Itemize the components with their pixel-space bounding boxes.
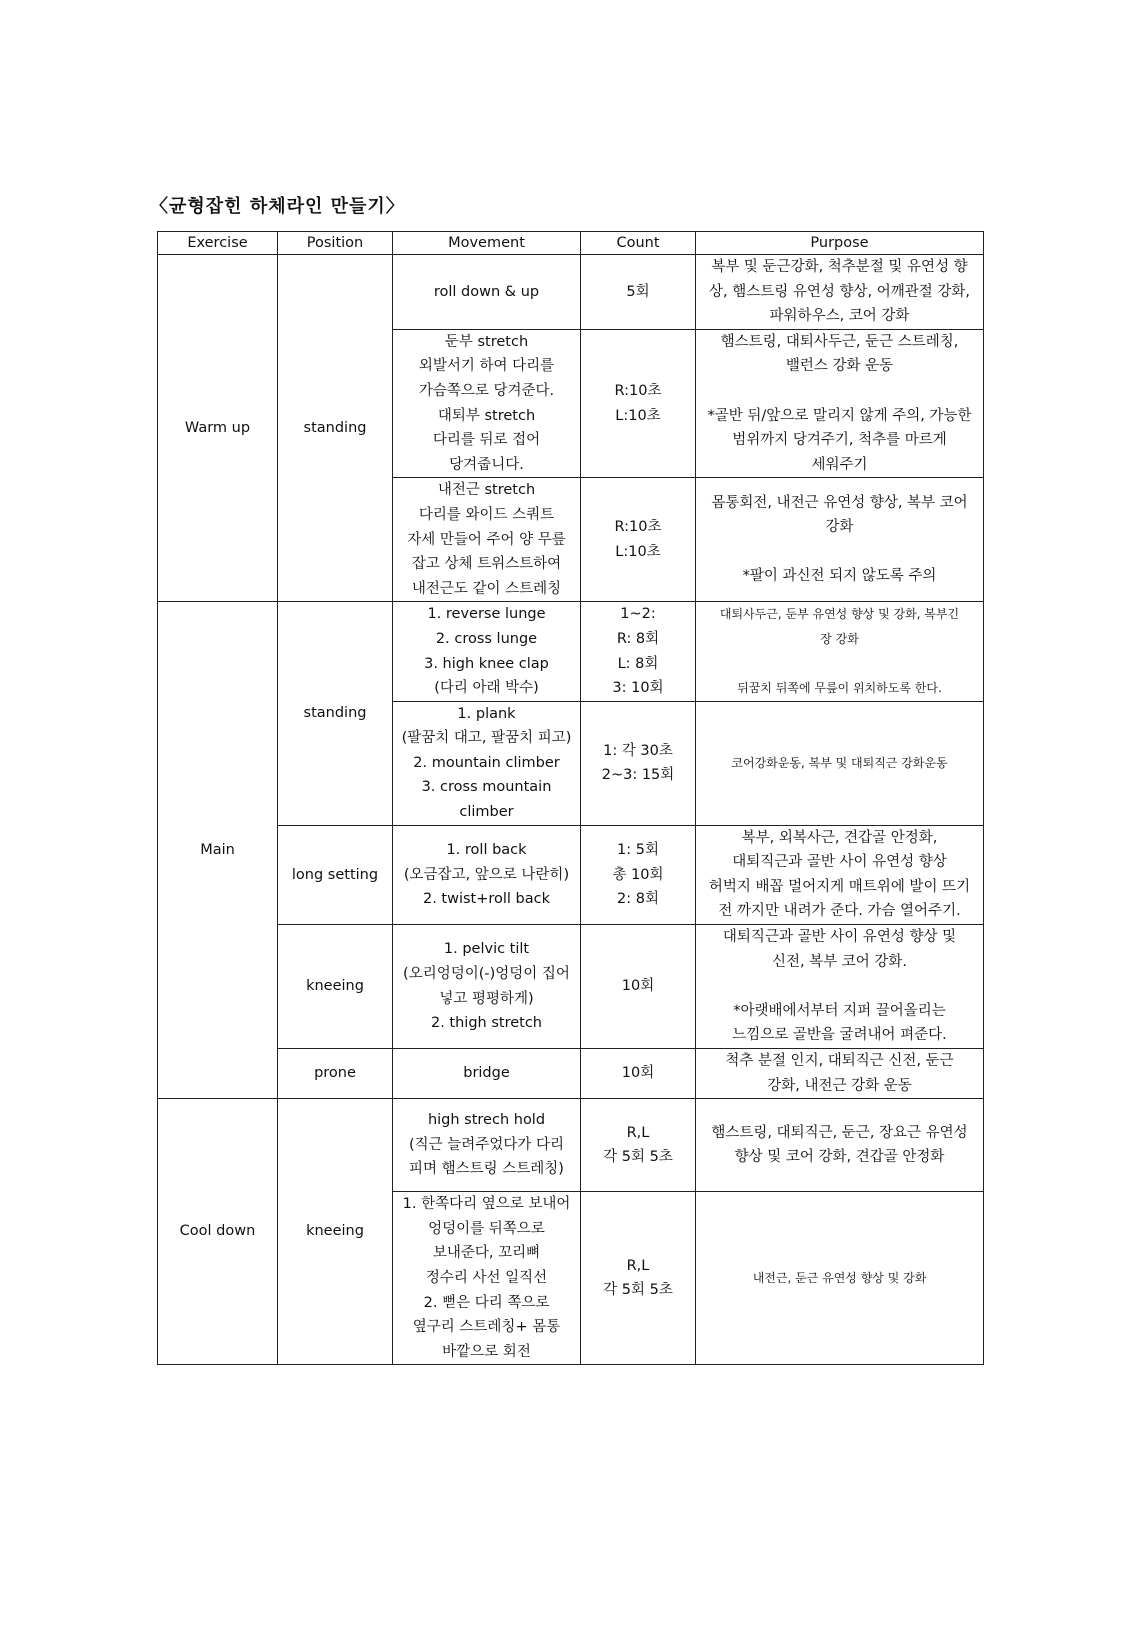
purpose-line: 몸통회전, 내전근 유연성 향상, 복부 코어 xyxy=(711,494,968,511)
purpose-line: 내전근, 둔근 유연성 향상 및 강화 xyxy=(752,1270,927,1285)
count-cell xyxy=(581,1099,696,1192)
movement-line: (오금잡고, 앞으로 나란히) xyxy=(403,866,570,883)
count-line: 2: 8회 xyxy=(617,891,659,908)
count-line: 2~3: 15회 xyxy=(601,767,675,784)
movement-line: high strech hold xyxy=(427,1112,546,1129)
movement-line: 1. reverse lunge xyxy=(427,606,546,623)
purpose-line: 강화, 내전근 강화 운동 xyxy=(767,1077,912,1094)
count-cell xyxy=(581,602,696,701)
count-cell xyxy=(581,701,696,825)
movement-cell xyxy=(393,478,581,602)
purpose-cell xyxy=(696,478,984,602)
movement-line: 1. plank xyxy=(457,705,516,722)
movement-line: 1. pelvic tilt xyxy=(443,941,530,958)
purpose-line: 느낌으로 골반을 굴려내어 펴준다. xyxy=(732,1027,947,1044)
purpose-line: 햄스트링, 대퇴직근, 둔근, 장요근 유연성 xyxy=(711,1124,968,1141)
movement-line: (팔꿈치 대고, 팔꿈치 피고) xyxy=(401,730,572,747)
count-line: 5회 xyxy=(626,283,650,300)
purpose-line: 범위까지 당겨주기, 척추를 마르게 xyxy=(732,432,947,449)
position-cell-cooldown: kneeing xyxy=(278,1099,393,1365)
movement-line: 2. cross lunge xyxy=(435,630,538,647)
movement-line: 외발서기 하여 다리를 xyxy=(418,358,555,375)
exercise-cell-main: Main xyxy=(158,602,278,1099)
purpose-line: 척추 분절 인지, 대퇴직근 신전, 둔근 xyxy=(725,1053,954,1069)
movement-line: roll down & up xyxy=(433,283,540,300)
purpose-line: 복부 및 둔근강화, 척추분절 및 유연성 향 xyxy=(711,259,968,275)
count-line: 1: 5회 xyxy=(617,841,659,858)
movement-cell xyxy=(393,701,581,825)
count-cell xyxy=(581,1049,696,1099)
purpose-line: 강화 xyxy=(825,519,854,536)
purpose-line: 햄스트링, 대퇴사두근, 둔근 스트레칭, xyxy=(720,333,959,350)
movement-line: 2. thigh stretch xyxy=(430,1015,542,1032)
count-line: R: 8회 xyxy=(616,630,660,647)
purpose-line: *골반 뒤/앞으로 말리지 않게 주의, 가능한 xyxy=(707,407,972,424)
movement-line: (직근 늘려주었다가 다리 xyxy=(409,1136,564,1153)
position-cell-kneeing: kneeing xyxy=(278,925,393,1049)
header-count: Count xyxy=(581,232,696,255)
purpose-line: 파워하우스, 코어 강화 xyxy=(769,308,910,325)
table-row xyxy=(158,925,984,1049)
purpose-spacer xyxy=(701,540,978,565)
purpose-spacer xyxy=(701,652,978,677)
purpose-cell xyxy=(696,1099,984,1192)
header-exercise: Exercise xyxy=(158,232,278,255)
count-line: R:10초 xyxy=(614,519,662,536)
purpose-spacer xyxy=(701,379,978,404)
purpose-line: 허벅지 배꼽 멀어지게 매트위에 발이 뜨기 xyxy=(708,878,971,895)
position-cell-long-setting: long setting xyxy=(278,825,393,924)
count-line: L:10초 xyxy=(615,407,661,424)
position-cell-prone: prone xyxy=(278,1049,393,1099)
movement-line: 1. 한쪽다리 옆으로 보내어 xyxy=(402,1196,571,1213)
table-row xyxy=(158,1099,984,1192)
purpose-line: 뒤꿈치 뒤쪽에 무릎이 위치하도록 한다. xyxy=(737,681,942,696)
purpose-spacer xyxy=(701,974,978,999)
movement-line: 가슴쪽으로 당겨준다. xyxy=(418,382,555,399)
movement-line: 대퇴부 stretch xyxy=(437,407,536,424)
movement-line: 보내준다, 꼬리뼈 xyxy=(432,1245,541,1262)
position-cell-warmup: standing xyxy=(278,255,393,602)
count-line: 10회 xyxy=(621,978,655,995)
purpose-line: *팔이 과신전 되지 않도록 주의 xyxy=(742,568,937,585)
purpose-cell xyxy=(696,825,984,924)
movement-cell xyxy=(393,329,581,478)
movement-line: 잡고 상체 트위스트하여 xyxy=(411,556,562,573)
purpose-line: 코어강화운동, 복부 및 대퇴직근 강화운동 xyxy=(731,755,948,770)
movement-line: 당겨줍니다. xyxy=(449,456,524,473)
movement-line: 넣고 평평하게) xyxy=(439,990,534,1007)
count-line: 각 5회 5초 xyxy=(603,1282,673,1299)
movement-cell xyxy=(393,1192,581,1365)
purpose-cell xyxy=(696,602,984,701)
header-movement: Movement xyxy=(393,232,581,255)
purpose-cell xyxy=(696,255,984,330)
purpose-line: 신전, 복부 코어 강화. xyxy=(771,953,908,970)
count-cell xyxy=(581,1192,696,1365)
count-line: 총 10회 xyxy=(612,866,664,883)
movement-cell xyxy=(393,255,581,330)
count-cell xyxy=(581,925,696,1049)
movement-cell xyxy=(393,825,581,924)
purpose-line: 전 까지만 내려가 준다. 가슴 열어주기. xyxy=(718,903,961,920)
purpose-line: 세워주기 xyxy=(811,456,868,473)
movement-line: (다리 아래 박수) xyxy=(434,680,539,697)
movement-line: 바깥으로 회전 xyxy=(442,1343,531,1360)
purpose-cell xyxy=(696,701,984,825)
movement-line: 3. cross mountain xyxy=(421,779,552,796)
purpose-line: 대퇴직근과 골반 사이 유연성 향상 및 xyxy=(722,929,957,946)
purpose-line: 장 강화 xyxy=(820,631,859,646)
purpose-line: 복부, 외복사근, 견갑골 안정화, xyxy=(741,829,938,846)
count-cell xyxy=(581,255,696,330)
movement-line: 내전근 stretch xyxy=(437,482,536,499)
purpose-line: 향상 및 코어 강화, 견갑골 안정화 xyxy=(734,1149,945,1166)
movement-line: 옆구리 스트레칭+ 몸통 xyxy=(412,1319,561,1336)
count-line: L:10초 xyxy=(615,543,661,560)
movement-line: 자세 만들어 주어 양 무릎 xyxy=(407,531,566,548)
count-line: 10회 xyxy=(621,1065,655,1082)
exercise-cell-cooldown: Cool down xyxy=(158,1099,278,1365)
count-line: 1~2: xyxy=(620,606,656,623)
count-line: R,L xyxy=(626,1257,650,1274)
header-position: Position xyxy=(278,232,393,255)
count-line: L: 8회 xyxy=(617,655,659,672)
movement-cell xyxy=(393,602,581,701)
count-cell xyxy=(581,825,696,924)
count-cell xyxy=(581,329,696,478)
movement-line: 내전근도 같이 스트레칭 xyxy=(411,580,562,597)
purpose-line: 상, 햄스트링 유연성 향상, 어깨관절 강화, xyxy=(709,283,970,300)
count-cell xyxy=(581,478,696,602)
movement-line: (오리엉덩이(-)엉덩이 집어 xyxy=(403,965,570,982)
header-purpose: Purpose xyxy=(696,232,984,255)
document-title: 〈균형잡힌 하체라인 만들기〉 xyxy=(150,196,405,217)
purpose-cell xyxy=(696,925,984,1049)
movement-line: climber xyxy=(459,804,514,821)
movement-cell xyxy=(393,1049,581,1099)
count-line: R:10초 xyxy=(614,382,662,399)
purpose-cell xyxy=(696,329,984,478)
movement-cell xyxy=(393,1099,581,1192)
position-cell-standing: standing xyxy=(278,602,393,825)
count-line: R,L xyxy=(626,1124,650,1141)
movement-line: 2. mountain climber xyxy=(413,754,560,771)
table-row xyxy=(158,1049,984,1099)
movement-line: 3. high knee clap xyxy=(424,655,549,672)
movement-line: 1. roll back xyxy=(446,841,527,858)
table-header-row xyxy=(158,232,984,255)
movement-line: 2. twist+roll back xyxy=(422,891,551,908)
purpose-line: 밸런스 강화 운동 xyxy=(785,358,894,375)
exercise-plan-table xyxy=(157,231,984,1365)
movement-line: 다리를 뒤로 접어 xyxy=(432,432,541,449)
movement-line: bridge xyxy=(463,1065,510,1082)
table-row xyxy=(158,602,984,701)
exercise-cell-warmup: Warm up xyxy=(158,255,278,602)
purpose-line: 대퇴직근과 골반 사이 유연성 향상 xyxy=(732,854,947,871)
purpose-cell xyxy=(696,1049,984,1099)
purpose-cell xyxy=(696,1192,984,1365)
table-row xyxy=(158,255,984,330)
purpose-line: 대퇴사두근, 둔부 유연성 향상 및 강화, 복부긴 xyxy=(719,607,960,622)
movement-line: 둔부 stretch xyxy=(444,333,529,350)
count-line: 3: 10회 xyxy=(612,680,664,697)
table-row xyxy=(158,825,984,924)
movement-line: 엉덩이를 뒤쪽으로 xyxy=(428,1220,545,1237)
count-line: 1: 각 30초 xyxy=(603,742,673,759)
movement-cell xyxy=(393,925,581,1049)
movement-line: 2. 뻗은 다리 쪽으로 xyxy=(423,1294,550,1311)
movement-line: 다리를 와이드 스쿼트 xyxy=(418,506,555,523)
movement-line: 정수리 사선 일직선 xyxy=(425,1269,548,1286)
purpose-line: *아랫배에서부터 지퍼 끌어올리는 xyxy=(733,1002,946,1019)
count-line: 각 5회 5초 xyxy=(603,1149,673,1166)
movement-line: 피며 햄스트링 스트레칭) xyxy=(409,1161,564,1178)
